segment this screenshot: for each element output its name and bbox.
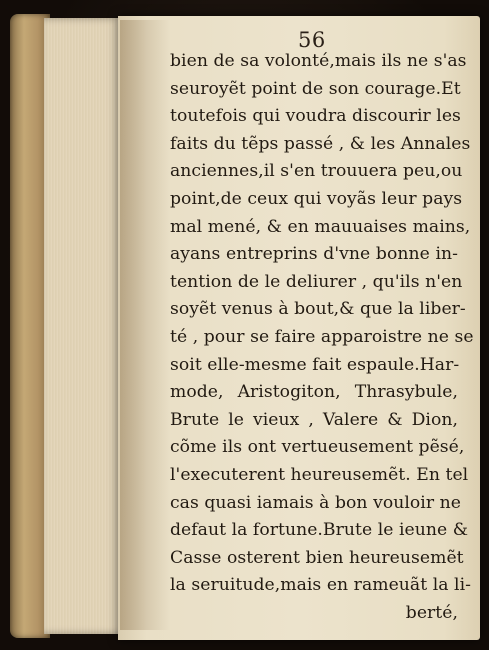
text-line: soyẽt venus à bout,& que la liber- — [170, 299, 466, 320]
text-line: defaut la fortune.Brute le ieune & — [170, 520, 469, 541]
text-line: bien de sa volonté,mais ils ne s'as — [170, 51, 467, 71]
page-gutter-shadow — [120, 20, 170, 630]
text-line: cas quasi iamais à bon vouloir ne — [170, 492, 461, 513]
text-line: toutefois qui voudra discourir les — [170, 106, 461, 127]
text-line: té , pour se faire apparoistre ne se — [170, 326, 474, 347]
text-line: cõme ils ont vertueusement pẽsé, — [170, 437, 465, 458]
page-number: 56 — [298, 28, 326, 52]
text-line: tention de le deliurer , qu'ils n'en — [170, 271, 463, 292]
text-line: ayans entreprins d'vne bonne in- — [170, 244, 458, 265]
text-line: point,de ceux qui voyãs leur pays — [170, 188, 463, 209]
text-line: la seruitude,mais en rameuãt la li- — [170, 575, 472, 596]
page-text — [170, 48, 474, 627]
text-line: mode, Aristogiton, Thrasybule, — [170, 382, 458, 403]
text-line: soit elle-mesme fait espaule.Har- — [170, 354, 460, 375]
text-line: seuroyẽt point de son courage.Et — [170, 78, 461, 99]
text-line: mal mené, & en mauuaises mains, — [170, 216, 471, 237]
text-line: Casse osterent bien heureusemẽt — [170, 547, 464, 568]
text-line: faits du tẽps passé , & les Annales — [170, 133, 471, 154]
text-line: anciennes,il s'en trouuera peu,ou — [170, 161, 463, 182]
text-line: Brute le vieux , Valere & Dion, — [170, 409, 458, 430]
text-line: berté, — [405, 602, 458, 623]
text-line: l'executerent heureusemẽt. En tel — [170, 464, 469, 485]
